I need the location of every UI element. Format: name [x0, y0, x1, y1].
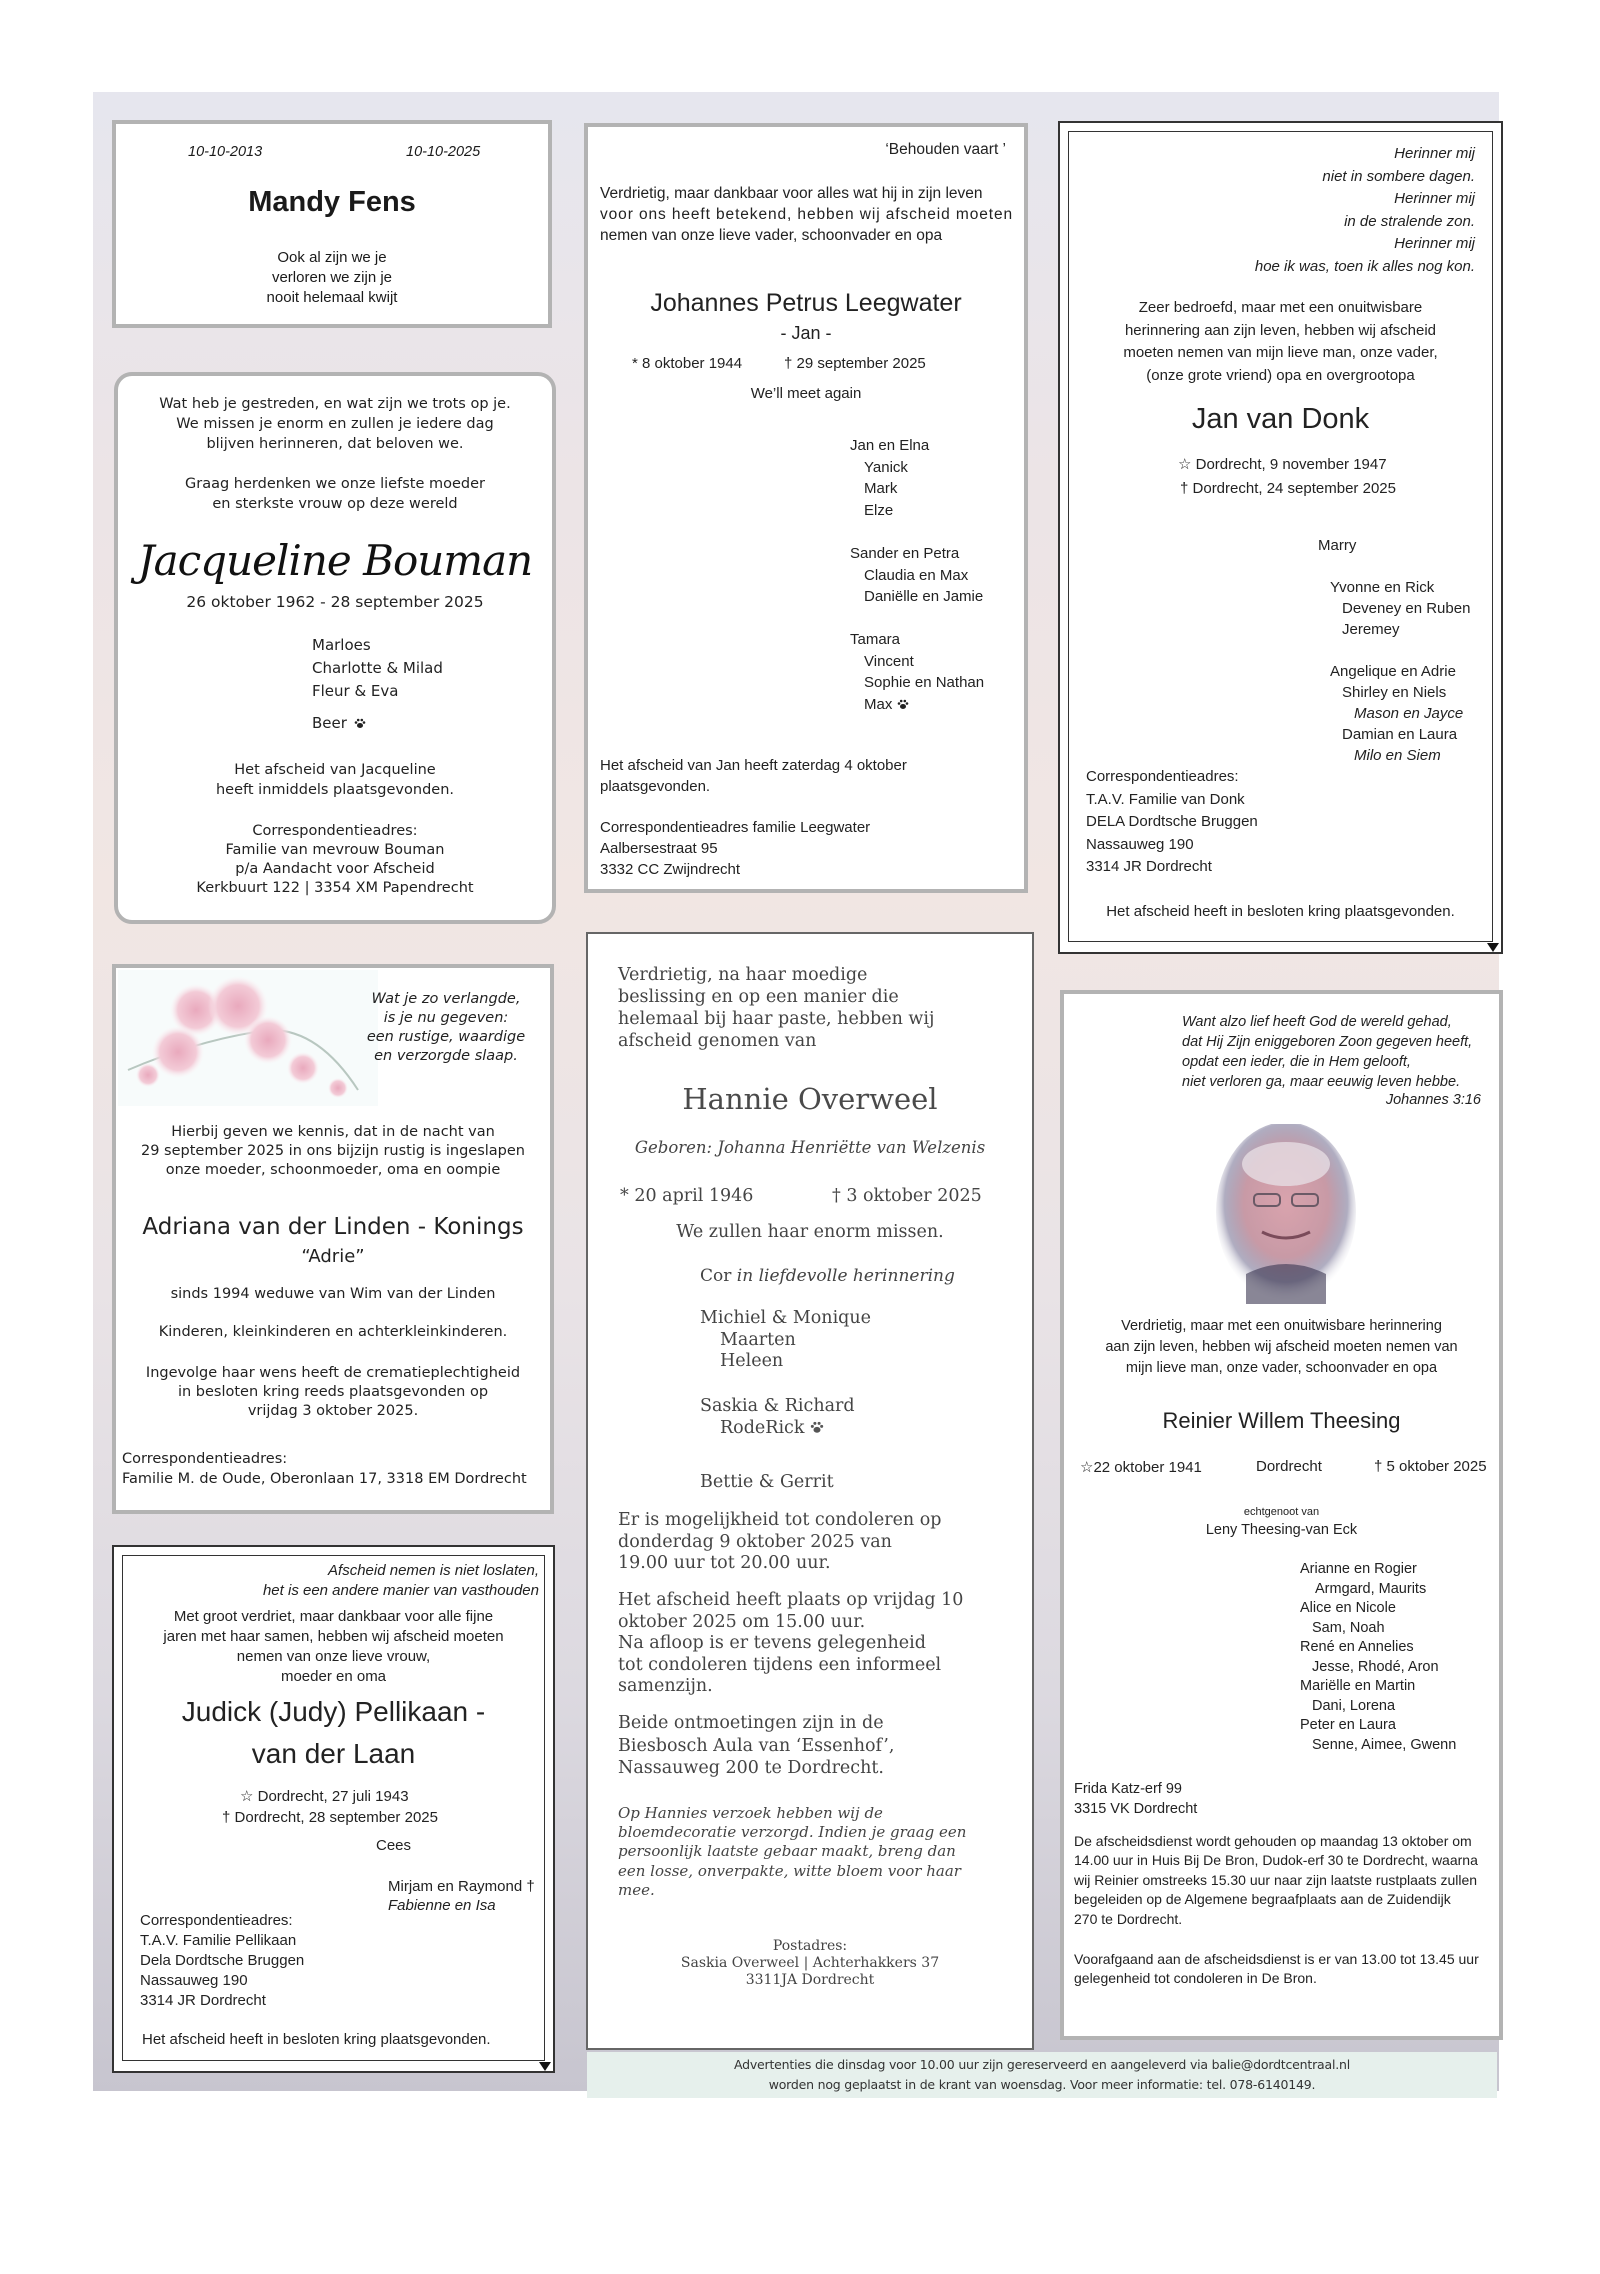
text-line: Biesbosch Aula van ‘Essenhof’,: [618, 1735, 895, 1756]
poem-line: is je nu gegeven:: [383, 1010, 509, 1026]
text-line: afscheid genomen van: [618, 1031, 817, 1051]
text-line: begeleiden op de Algemene begraafplaats aan de Zuidendijk: [1074, 1891, 1451, 1908]
nickname: “Adrie”: [301, 1246, 365, 1267]
family-member: Deveney en Ruben: [1342, 600, 1471, 617]
family-head: Peter en Laura: [1300, 1717, 1396, 1733]
family-member: Sophie en Nathan: [864, 674, 985, 691]
text-line: oktober 2025 om 15.00 uur.: [618, 1611, 866, 1632]
spouse: Leny Theesing-van Eck: [1205, 1522, 1358, 1538]
footer-line: worden nog geplaatst in de krant van woensdag. Voor meer informatie: tel. 078-6140149.: [768, 2077, 1316, 2092]
family-member: Dani, Lorena: [1312, 1697, 1396, 1714]
advertising-info-bar: [587, 2052, 1497, 2098]
birth-date: Dordrecht, 27 juli 1943: [257, 1788, 409, 1805]
verse-line: Want alzo lief heeft God de wereld gehad,: [1182, 1014, 1452, 1030]
motto: [263, 1561, 539, 1601]
birth-date: 22 oktober 1941: [1093, 1459, 1202, 1476]
text-line: Beide ontmoetingen zijn in de: [618, 1713, 884, 1733]
intro-text: [1060, 297, 1501, 387]
family-head-row: [388, 1877, 535, 1896]
text-line: persoonlijk laatste gebaar maakt, breng dan: [618, 1842, 956, 1861]
poem-line: Wat je zo verlangde,: [371, 991, 521, 1007]
text-line: en sterkste vrouw op deze wereld: [212, 496, 458, 512]
name-line: Judick (Judy) Pellikaan -: [181, 1696, 486, 1727]
family-group: [850, 435, 929, 521]
farewell-text: [118, 760, 552, 800]
text-line: bloemdecoratie verzorgd. Indien je graag een: [618, 1823, 967, 1842]
death-date: † 29 september 2025: [784, 355, 926, 372]
family-member: Elze: [864, 501, 894, 519]
family-group: [850, 629, 984, 715]
text-line: herinnering aan zijn leven, hebben wij afscheid: [1124, 321, 1437, 339]
text-line: 19.00 uur tot 20.00 uur.: [618, 1553, 831, 1573]
poem-line: Herinner mij: [1394, 190, 1475, 208]
death-info: [222, 1809, 438, 1826]
poem: [1255, 143, 1475, 279]
family-note: Kinderen, kleinkinderen en achterkleinkinderen.: [158, 1324, 508, 1340]
remembrance: We zullen haar enorm missen.: [676, 1222, 944, 1242]
family-member: Jeremey: [1342, 621, 1400, 638]
intro-text: [600, 183, 1012, 246]
cross-icon: †: [1180, 480, 1189, 497]
spouse-name: Cor: [700, 1266, 732, 1286]
farewell-text: [600, 755, 907, 797]
family-head: Angelique en Adrie: [1330, 663, 1456, 680]
text-line: nemen van onze lieve vrouw,: [236, 1648, 431, 1665]
paw-icon: [897, 699, 909, 710]
intro-text: [1064, 1316, 1499, 1379]
cremation-text: [116, 1364, 550, 1421]
birth-date: Dordrecht, 9 november 1947: [1195, 456, 1387, 473]
text-line: mee.: [618, 1880, 655, 1899]
spouse: Marry: [1318, 537, 1357, 554]
text-line: Wat heb je gestreden, en wat zijn we trots op je.: [159, 396, 511, 412]
poem-line: niet in sombere dagen.: [1322, 167, 1475, 185]
notice-reinier-theesing: [1060, 990, 1503, 2040]
address-line: Aalbersestraat 95: [600, 840, 718, 857]
deceased-name: Mandy Fens: [248, 186, 416, 218]
text-line: moeder en oma: [280, 1668, 387, 1685]
text-line: Het afscheid van Jacqueline: [234, 762, 436, 778]
family-member: Senne, Aimee, Gwenn: [1312, 1736, 1457, 1753]
verse-line: dat Hij Zijn eniggeboren Zoon gegeven heeft,: [1182, 1034, 1473, 1050]
text-line: in besloten kring reeds plaatsgevonden op: [177, 1384, 489, 1400]
portrait-photo: [1216, 1124, 1356, 1304]
text-line: We missen je enorm en zullen je iedere dag: [176, 416, 494, 432]
intro-text: [116, 1123, 550, 1180]
text-line: beslissing en op een manier die: [618, 987, 899, 1007]
family-head: Yvonne en Rick: [1330, 579, 1435, 596]
notice-judick-pellikaan: [112, 1545, 555, 2073]
correspondence-address: [600, 817, 870, 880]
family-group: [1330, 577, 1470, 640]
text-line: plaatsgevonden.: [600, 778, 711, 795]
correspondence-address: [1086, 766, 1258, 879]
address-line: Correspondentieadres:: [122, 1451, 288, 1467]
farewell-text: Het afscheid heeft in besloten kring plaatsgevonden.: [142, 2031, 491, 2048]
address-line: Correspondentieadres:: [1086, 768, 1239, 785]
text-line: helemaal bij haar paste, hebben wij: [618, 1009, 935, 1029]
life-dates: 26 oktober 1962 - 28 september 2025: [186, 593, 484, 611]
corner-triangle-icon: [1487, 943, 1499, 952]
poem-line: in de stralende zon.: [1344, 212, 1475, 230]
text-line: De afscheidsdienst wordt gehouden op maandag 13 oktober om: [1074, 1833, 1472, 1849]
family-member: Charlotte & Milad: [312, 659, 443, 677]
farewell-text: [618, 1590, 963, 1698]
family-group: [700, 1472, 834, 1494]
text-line: Op Hannies verzoek hebben wij de: [618, 1804, 883, 1822]
family-member-pet: [850, 694, 984, 716]
text-line: Na afloop is er tevens gelegenheid: [618, 1633, 926, 1653]
family-member: Heleen: [720, 1351, 784, 1371]
text-line: Met groot verdriet, maar dankbaar voor alle fijne: [173, 1608, 494, 1625]
star-icon: ☆: [1178, 456, 1192, 473]
birth-date: * 8 oktober 1944: [632, 355, 743, 372]
intro-text: [114, 1607, 553, 1687]
notice-johannes-leegwater: [584, 123, 1028, 893]
intro-text: [618, 964, 934, 1052]
death-date: † 5 oktober 2025: [1374, 1458, 1487, 1475]
family-head: Mariëlle en Martin: [1300, 1678, 1416, 1694]
address-line: Familie van mevrouw Bouman: [225, 842, 445, 858]
family-head: Saskia & Richard: [700, 1396, 855, 1416]
family-group: [1330, 661, 1463, 766]
death-info: [1180, 480, 1396, 497]
family-member: Maarten: [720, 1329, 796, 1350]
text-line: tot condoleren tijdens een informeel: [618, 1654, 942, 1675]
spouse: Cees: [376, 1837, 412, 1854]
family-member: Armgard, Maurits: [1315, 1580, 1427, 1597]
family-head: Bettie & Gerrit: [700, 1472, 834, 1492]
family-head: Arianne en Rogier: [1300, 1561, 1417, 1577]
family-member: Daniëlle en Jamie: [864, 588, 984, 605]
family-head: Mirjam en Raymond: [388, 1878, 523, 1895]
footer-line: Advertenties die dinsdag voor 10.00 uur zijn gereserveerd en aangeleverd via balie@dordtcentraal.nl: [733, 2057, 1351, 2072]
text-line: blijven herinneren, dat beloven we.: [206, 436, 464, 452]
address-line: Nassauweg 190: [1086, 835, 1194, 853]
address-line: T.A.V. Familie van Donk: [1086, 790, 1245, 808]
address-line: 3314 JR Dordrecht: [140, 1992, 266, 2009]
text-line: Er is mogelijkheid tot condoleren op: [618, 1510, 942, 1530]
farewell-text: Het afscheid heeft in besloten kring plaatsgevonden.: [1106, 903, 1455, 920]
deceased-name: Jacqueline Bouman: [137, 536, 533, 585]
poem-line: Herinner mij: [1394, 235, 1475, 253]
address-line: Correspondentieadres:: [252, 823, 418, 839]
address-line: 3332 CC Zwijndrecht: [600, 861, 741, 878]
place: Dordrecht: [1256, 1458, 1322, 1475]
address-line: Familie M. de Oude, Oberonlaan 17, 3318 EM Dordrecht: [122, 1470, 527, 1487]
verse-line: opdat een ieder, die in Hem gelooft,: [1182, 1054, 1411, 1070]
family-member: Milo en Siem: [1354, 747, 1441, 764]
text-line: Graag herdenken we onze liefste moeder: [185, 476, 485, 492]
birth-info: [1178, 455, 1387, 473]
family-group: [388, 1877, 535, 1915]
address-line: Nassauweg 190: [140, 1972, 248, 1989]
paw-icon: [354, 718, 366, 729]
flowers-text: [618, 1804, 966, 1900]
name-line: van der Laan: [251, 1738, 416, 1769]
notice-mandy-fens: [112, 120, 552, 328]
family-head: Jan en Elna: [850, 437, 930, 454]
verse-line: Ook al zijn we je: [277, 249, 387, 266]
notice-jan-van-donk: [1058, 121, 1503, 954]
service-text: [1074, 1832, 1499, 1929]
text-line: Verdrietig, na haar moedige: [618, 965, 868, 985]
address-line: p/a Aandacht voor Afscheid: [235, 861, 435, 877]
text-line: Ingevolge haar wens heeft de crematieplechtigheid: [145, 1365, 521, 1381]
text-line: donderdag 9 oktober 2025 van: [618, 1531, 892, 1552]
text-line: gelegenheid tot condoleren in De Bron.: [1074, 1970, 1317, 1987]
family-head: Sander en Petra: [850, 545, 960, 562]
widow-note: sinds 1994 weduwe van Wim van der Linden: [170, 1286, 496, 1302]
date-end: 10-10-2025: [406, 144, 481, 160]
poem: [346, 990, 546, 1066]
address-line: 3311JA Dordrecht: [745, 1972, 875, 1988]
family-head: Michiel & Monique: [700, 1308, 871, 1328]
text-line: een losse, onverpakte, witte bloem voor haar: [618, 1861, 961, 1880]
tagline: We’ll meet again: [750, 385, 862, 402]
venue-text: [618, 1712, 894, 1780]
family-member: Fleur & Eva: [312, 682, 399, 700]
family-member: Damian en Laura: [1342, 726, 1458, 743]
motto: ‘Behouden vaart ’: [885, 141, 1006, 158]
birth-date: * 20 april 1946: [620, 1186, 754, 1206]
family-head: Tamara: [850, 631, 901, 648]
family-member: Yanick: [864, 458, 908, 476]
family-member: Marloes: [312, 636, 371, 654]
notice-hannie-overweel: [586, 932, 1034, 2050]
spouse-label: echtgenoot van: [1243, 1506, 1320, 1518]
nickname: - Jan -: [780, 323, 832, 343]
address-line: T.A.V. Familie Pellikaan: [140, 1932, 297, 1949]
family-list: [1300, 1560, 1456, 1755]
text-line: nemen van onze lieve vader, schoonvader en opa: [600, 227, 943, 244]
correspondence-address: [140, 1911, 304, 2011]
deceased-name: Jan van Donk: [1191, 403, 1370, 435]
pet-name: Beer: [312, 714, 347, 732]
deceased-name: Johannes Petrus Leegwater: [650, 289, 962, 317]
pet-name: Max: [864, 695, 893, 713]
family-member: Jesse, Rhodé, Aron: [1312, 1658, 1439, 1675]
address-line: Correspondentieadres:: [140, 1912, 293, 1929]
text-line: samenzijn.: [618, 1676, 713, 1696]
notice-jacqueline-bouman: [114, 372, 556, 924]
text-line: Nassauweg 200 te Dordrecht.: [618, 1758, 884, 1778]
verse: [116, 248, 548, 308]
family-member: Shirley en Niels: [1342, 684, 1447, 701]
text-line: wij Reinier omstreeks 15.30 uur naar zijn laatste rustplaats zullen: [1074, 1871, 1478, 1888]
intro-text-2: [118, 474, 552, 514]
death-date: Dordrecht, 28 september 2025: [234, 1809, 438, 1826]
text-line: Zeer bedroefd, maar met een onuitwisbare: [1138, 299, 1423, 316]
motto-line: Afscheid nemen is niet loslaten,: [328, 1562, 539, 1579]
bible-verse: [1182, 1012, 1472, 1092]
text-line: Hierbij geven we kennis, dat in de nacht van: [171, 1124, 495, 1140]
spouse-note: in liefdevolle herinnering: [736, 1266, 955, 1286]
text-line: mijn lieve man, onze vader, schoonvader en opa: [1125, 1360, 1438, 1376]
text-line: heeft inmiddels plaatsgevonden.: [215, 782, 454, 798]
address-line: 3315 VK Dordrecht: [1074, 1800, 1198, 1817]
death-date: † 3 oktober 2025: [832, 1186, 982, 1206]
address-line: Frida Katz-erf 99: [1074, 1781, 1182, 1797]
family-head: Alice en Nicole: [1300, 1600, 1396, 1616]
text-line: Het afscheid heeft plaats op vrijdag 10: [618, 1590, 964, 1610]
motto-line: het is een andere manier van vasthouden: [262, 1582, 539, 1599]
corner-triangle-icon: [539, 2062, 551, 2071]
address-line: Kerkbuurt 122 | 3354 XM Papendrecht: [196, 880, 474, 896]
address-line: DELA Dordtsche Bruggen: [1086, 813, 1258, 830]
pet: [312, 714, 366, 732]
deceased-name: Adriana van der Linden - Konings: [142, 1214, 524, 1240]
family-group: [850, 543, 983, 608]
verse-reference: Johannes 3:16: [1385, 1092, 1481, 1108]
text-line: aan zijn leven, hebben wij afscheid moeten nemen van: [1105, 1339, 1458, 1355]
text-line: Voorafgaand aan de afscheidsdienst is er van 13.00 tot 13.45 uur: [1074, 1951, 1479, 1967]
text-line: 29 september 2025 in ons bijzijn rustig is ingeslapen: [140, 1143, 525, 1159]
intro-text: [118, 394, 552, 454]
condolence-text: [618, 1510, 942, 1575]
address-line: Postadres:: [772, 1938, 848, 1954]
deceased-name: Reinier Willem Theesing: [1162, 1408, 1401, 1433]
text-line: Het afscheid van Jan heeft zaterdag 4 oktober: [600, 757, 907, 774]
family-member: Mark: [864, 480, 898, 497]
birth-info: [240, 1787, 409, 1805]
date-start: 10-10-2013: [188, 144, 263, 160]
text-line: jaren met haar samen, hebben wij afscheid moeten: [163, 1628, 504, 1645]
family-member: Fabienne en Isa: [388, 1897, 496, 1914]
address-line: Dela Dordtsche Bruggen: [140, 1952, 305, 1969]
family-member: Vincent: [864, 652, 914, 670]
verse-line: verloren we zijn je: [271, 269, 393, 286]
text-line: onze moeder, schoonmoeder, oma en oompie: [165, 1162, 501, 1178]
family-group: [700, 1396, 855, 1439]
orchid-image: [118, 970, 378, 1106]
birth-info: [1080, 1458, 1202, 1476]
poem-line: hoe ik was, toen ik alles nog kon.: [1254, 257, 1475, 275]
address: [1074, 1780, 1197, 1819]
text-line: vrijdag 3 oktober 2025.: [247, 1403, 419, 1419]
postal-address: [588, 1938, 1032, 1989]
correspondence-address: [122, 1450, 527, 1489]
text-line: 270 te Dordrecht.: [1074, 1910, 1183, 1927]
family-list: [312, 634, 443, 703]
family-member-pet: [700, 1418, 855, 1440]
family-group: [700, 1308, 871, 1373]
deceased-name: [114, 1691, 553, 1775]
family-member: Claudia en Max: [864, 566, 969, 584]
birth-name: Geboren: Johanna Henriëtte van Welzenis: [634, 1138, 986, 1157]
address-line: Saskia Overweel | Achterhakkers 37: [680, 1955, 940, 1971]
family-head: René en Annelies: [1300, 1639, 1414, 1655]
family-member: Mason en Jayce: [1354, 705, 1464, 722]
verse-line: nooit helemaal kwijt: [266, 289, 398, 306]
death-date: Dordrecht, 24 september 2025: [1192, 480, 1396, 497]
notice-adriana-van-der-linden: [112, 964, 554, 1514]
paw-icon: [810, 1421, 824, 1434]
verse-line: niet verloren ga, maar eeuwig leven hebbe.: [1182, 1074, 1461, 1090]
poem-line: en verzorgde slaap.: [374, 1048, 518, 1064]
text-line: Verdrietig, maar dankbaar voor alles wat hij in zijn leven: [600, 185, 983, 202]
address-line: Correspondentieadres familie Leegwater: [600, 819, 871, 836]
star-icon: ☆: [240, 1788, 254, 1805]
correspondence-address: [118, 822, 552, 898]
condolence-text: [1074, 1950, 1499, 1989]
text-line: 14.00 uur in Huis Bij De Bron, Dudok-erf 30 te Dordrecht, waarna: [1074, 1852, 1478, 1869]
address-line: 3314 JR Dordrecht: [1086, 858, 1212, 875]
text-line: (onze grote vriend) opa en overgrootopa: [1146, 366, 1415, 384]
spouse: [700, 1266, 955, 1286]
family-member: Sam, Noah: [1312, 1619, 1385, 1636]
star-icon: ☆: [1080, 1459, 1094, 1476]
text-line: voor ons heeft betekend, hebben wij afscheid moeten: [600, 206, 1013, 223]
pet-name: RodeRick: [720, 1417, 805, 1438]
cross-icon: †: [222, 1809, 231, 1826]
text-line: moeten nemen van mijn lieve man, onze vader,: [1123, 344, 1438, 362]
text-line: Verdrietig, maar met een onuitwisbare herinnering: [1121, 1318, 1442, 1334]
poem-line: Herinner mij: [1394, 145, 1475, 162]
cross-icon: †: [526, 1878, 535, 1895]
deceased-name: Hannie Overweel: [682, 1082, 938, 1116]
poem-line: een rustige, waardige: [366, 1029, 526, 1045]
